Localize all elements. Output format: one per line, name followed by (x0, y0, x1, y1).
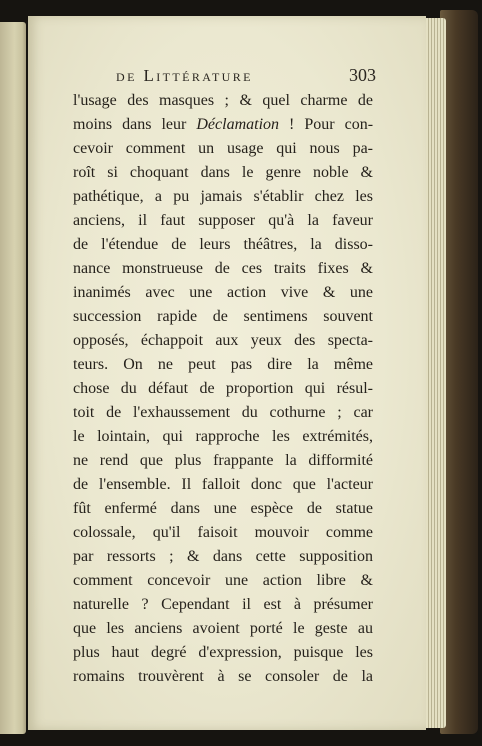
text-line: cevoir comment un usage qui nous pa- (73, 140, 373, 157)
text-line: plus haut degré d'expression, puisque les (73, 644, 373, 661)
text-line: toit de l'exhaussement du cothurne ; car (73, 404, 373, 421)
body-text (73, 89, 373, 689)
text-line: ne rend que plus frappante la difformité (73, 452, 373, 469)
text-line: naturelle ? Cependant il est à présumer (73, 596, 373, 613)
book-page (28, 16, 426, 730)
text-line: nance monstrueuse de ces traits fixes & (73, 260, 373, 277)
running-head: de Littérature (116, 66, 253, 85)
text-line: que les anciens avoient porté le geste au (73, 620, 373, 637)
text-line: l'usage des masques ; & quel charme de (73, 92, 373, 109)
text-fragment: moins dans leur (73, 116, 187, 133)
text-line: succession rapide de sentimens souvent (73, 308, 373, 325)
text-fragment: ! Pour con- (289, 116, 373, 133)
text-line: par ressorts ; & dans cette supposition (73, 548, 373, 565)
text-line: anciens, il faut supposer qu'à la faveur (73, 212, 373, 229)
text-line: de l'étendue de leurs théâtres, la disso- (73, 236, 373, 253)
text-line: chose du défaut de proportion qui résul- (73, 380, 373, 397)
text-line: opposés, échappoit aux yeux des specta- (73, 332, 373, 349)
text-line: colossale, qu'il faisoit mouvoir comme (73, 524, 373, 541)
text-line: roît si choquant dans le genre noble & (73, 164, 373, 181)
text-line: de l'ensemble. Il falloit donc que l'acteur (73, 476, 373, 493)
page-header (116, 64, 376, 90)
italic-term: Déclamation (196, 116, 280, 133)
text-line (73, 113, 373, 137)
text-line: inanimés avec une action vive & une (73, 284, 373, 301)
page-number: 303 (349, 65, 376, 85)
text-line: teurs. On ne peut pas dire la même (73, 356, 373, 373)
text-line: fût enfermé dans une espèce de statue (73, 500, 373, 517)
text-line: comment concevoir une action libre & (73, 572, 373, 589)
text-line: le lointain, qui rapproche les extrémités, (73, 428, 373, 445)
facing-page-edge (0, 22, 26, 734)
text-line: romains trouvèrent à se consoler de la (73, 668, 373, 685)
text-line: pathétique, a pu jamais s'établir chez les (73, 188, 373, 205)
